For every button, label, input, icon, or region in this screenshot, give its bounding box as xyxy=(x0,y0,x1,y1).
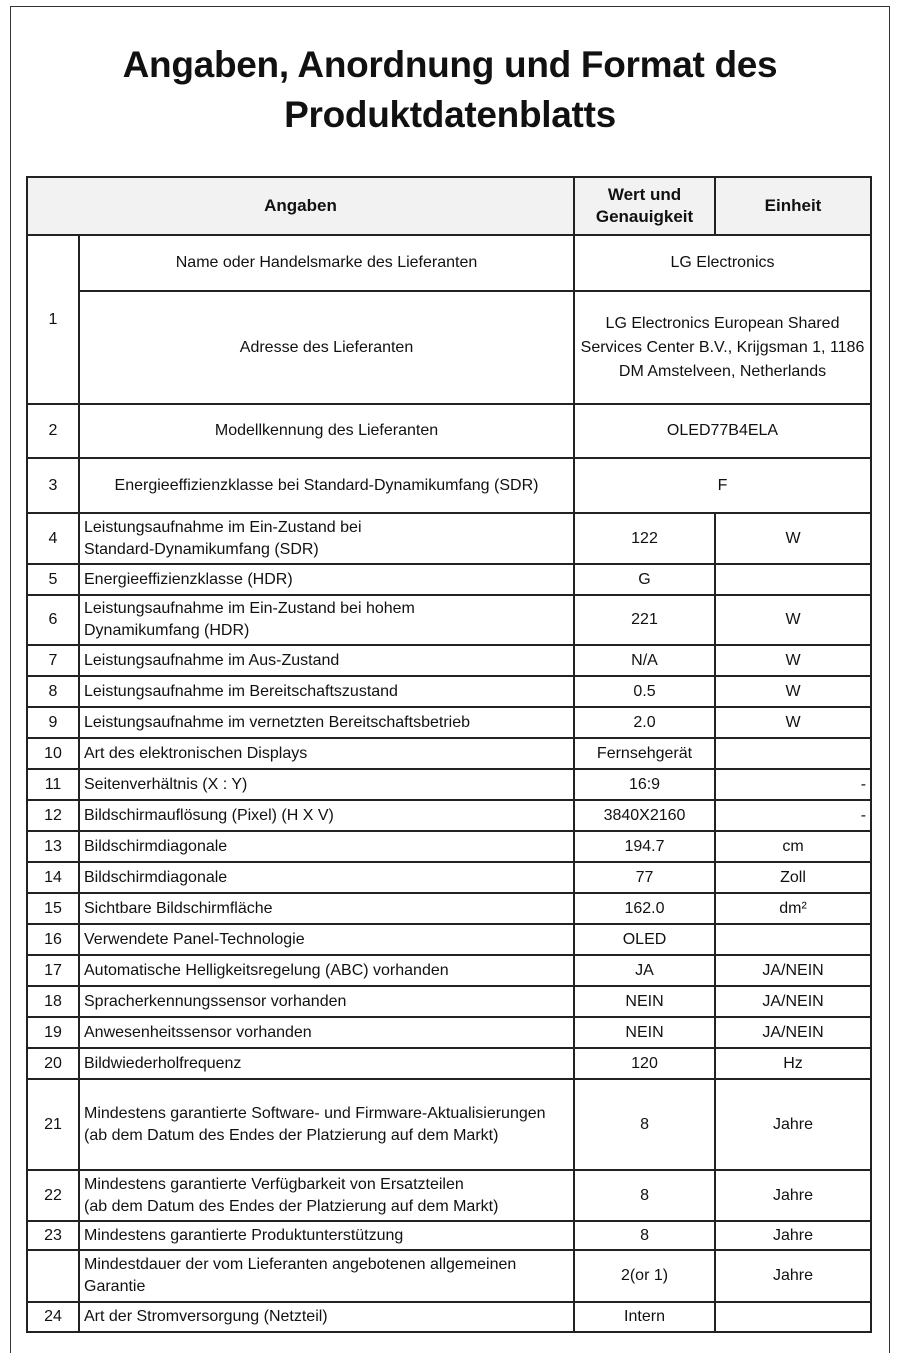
row-label-line-1: Leistungsaufnahme im Ein-Zustand bei xyxy=(84,518,362,536)
row-unit: W xyxy=(715,513,871,564)
row-label-line-2: Dynamikumfang (HDR) xyxy=(84,622,250,639)
row-number: 6 xyxy=(27,595,79,645)
row-value: 221 xyxy=(574,595,715,645)
table-row xyxy=(27,955,871,986)
row-label-line-1: Leistungsaufnahme im Ein-Zustand bei hohem xyxy=(84,600,415,617)
row-label: Leistungsaufnahme im Aus-Zustand xyxy=(79,645,574,676)
table-row xyxy=(27,291,871,404)
row-value: JA xyxy=(574,955,715,986)
row-label: Adresse des Lieferanten xyxy=(79,291,574,404)
row-value: 162.0 xyxy=(574,893,715,924)
row-value: 122 xyxy=(574,513,715,564)
table-row xyxy=(27,235,871,291)
header-einheit: Einheit xyxy=(715,177,871,235)
table-header-row xyxy=(27,177,871,235)
row-label-line-2: Garantie xyxy=(84,1278,146,1295)
address-line-1: LG Electronics European Shared xyxy=(605,314,840,332)
table-row xyxy=(27,1250,871,1302)
row-label xyxy=(79,1079,574,1170)
row-unit xyxy=(715,738,871,769)
row-label: Leistungsaufnahme im Bereitschaftszustand xyxy=(79,676,574,707)
row-label: Energieeffizienzklasse bei Standard-Dynamikumfang (SDR) xyxy=(79,458,574,513)
row-value: Intern xyxy=(574,1302,715,1332)
row-number: 16 xyxy=(27,924,79,955)
header-wert xyxy=(574,177,715,235)
row-value: 0.5 xyxy=(574,676,715,707)
row-unit: Jahre xyxy=(715,1170,871,1221)
table-row xyxy=(27,458,871,513)
row-value: OLED xyxy=(574,924,715,955)
header-wert-line-1: Wert und xyxy=(607,185,682,204)
row-number: 15 xyxy=(27,893,79,924)
row-unit: JA/NEIN xyxy=(715,1017,871,1048)
row-unit: W xyxy=(715,707,871,738)
address-line-3: DM Amstelveen, Netherlands xyxy=(618,362,827,380)
row-value: 194.7 xyxy=(574,831,715,862)
table-row xyxy=(27,1221,871,1250)
row-label xyxy=(79,1170,574,1221)
row-label-line-1: Mindestens garantierte Verfügbarkeit von Ersatzteilen xyxy=(84,1175,464,1193)
row-value: 8 xyxy=(574,1079,715,1170)
row-unit: Jahre xyxy=(715,1221,871,1250)
row-unit xyxy=(715,924,871,955)
row-label: Seitenverhältnis (X : Y) xyxy=(79,769,574,800)
row-label: Leistungsaufnahme im vernetzten Bereitschaftsbetrieb xyxy=(79,707,574,738)
page-title xyxy=(20,40,880,140)
row-label: Art des elektronischen Displays xyxy=(79,738,574,769)
row-label: Mindestens garantierte Produktunterstützung xyxy=(79,1221,574,1250)
row-label xyxy=(79,595,574,645)
row-value: 8 xyxy=(574,1221,715,1250)
row-label: Art der Stromversorgung (Netzteil) xyxy=(79,1302,574,1332)
row-label: Modellkennung des Lieferanten xyxy=(79,404,574,458)
title-line-2: Produktdatenblatts xyxy=(284,94,616,135)
address-line-2: Services Center B.V., Krijgsman 1, 1186 xyxy=(580,338,865,356)
table-row xyxy=(27,1170,871,1221)
table-row xyxy=(27,595,871,645)
row-unit: Jahre xyxy=(715,1250,871,1302)
row-unit: JA/NEIN xyxy=(715,986,871,1017)
row-unit: dm² xyxy=(715,893,871,924)
row-number: 5 xyxy=(27,564,79,595)
row-value: 16:9 xyxy=(574,769,715,800)
header-wert-line-2: Genauigkeit xyxy=(595,207,694,226)
row-number: 14 xyxy=(27,862,79,893)
row-value: NEIN xyxy=(574,986,715,1017)
row-value: 2.0 xyxy=(574,707,715,738)
table-row xyxy=(27,1017,871,1048)
table-row xyxy=(27,986,871,1017)
row-label-line-2: Standard-Dynamikumfang (SDR) xyxy=(84,540,319,558)
row-label: Bildschirmdiagonale xyxy=(79,862,574,893)
row-unit: cm xyxy=(715,831,871,862)
row-value: 3840X2160 xyxy=(574,800,715,831)
title-line-1: Angaben, Anordnung und Format des xyxy=(122,44,778,85)
row-label: Bildschirmauflösung (Pixel) (H X V) xyxy=(79,800,574,831)
row-label: Spracherkennungssensor vorhanden xyxy=(79,986,574,1017)
row-number: 17 xyxy=(27,955,79,986)
row-unit: JA/NEIN xyxy=(715,955,871,986)
row-unit: Jahre xyxy=(715,1079,871,1170)
table-row xyxy=(27,1048,871,1079)
table-row xyxy=(27,738,871,769)
row-unit: - xyxy=(715,769,871,800)
row-value: 120 xyxy=(574,1048,715,1079)
row-label: Bildwiederholfrequenz xyxy=(79,1048,574,1079)
product-data-table xyxy=(26,176,872,1333)
row-label: Anwesenheitssensor vorhanden xyxy=(79,1017,574,1048)
row-number: 24 xyxy=(27,1302,79,1332)
row-value: 8 xyxy=(574,1170,715,1221)
row-unit: W xyxy=(715,645,871,676)
row-label: Name oder Handelsmarke des Lieferanten xyxy=(79,235,574,291)
row-number: 23 xyxy=(27,1221,79,1250)
row-number: 22 xyxy=(27,1170,79,1221)
table-row xyxy=(27,1079,871,1170)
row-label: Verwendete Panel-Technologie xyxy=(79,924,574,955)
row-number: 18 xyxy=(27,986,79,1017)
table-row xyxy=(27,924,871,955)
row-number: 19 xyxy=(27,1017,79,1048)
row-label: Energieeffizienzklasse (HDR) xyxy=(79,564,574,595)
row-number: 20 xyxy=(27,1048,79,1079)
table-row xyxy=(27,404,871,458)
row-number: 3 xyxy=(27,458,79,513)
row-unit: Zoll xyxy=(715,862,871,893)
row-number xyxy=(27,1250,79,1302)
table-row xyxy=(27,676,871,707)
row-value: N/A xyxy=(574,645,715,676)
row-unit: W xyxy=(715,595,871,645)
row-number: 11 xyxy=(27,769,79,800)
row-label-line-2: (ab dem Datum des Endes der Platzierung auf dem Markt) xyxy=(84,1126,499,1144)
row-label: Sichtbare Bildschirmfläche xyxy=(79,893,574,924)
row-value: NEIN xyxy=(574,1017,715,1048)
header-angaben: Angaben xyxy=(27,177,574,235)
row-label: Automatische Helligkeitsregelung (ABC) vorhanden xyxy=(79,955,574,986)
row-value: Fernsehgerät xyxy=(574,738,715,769)
row-label xyxy=(79,1250,574,1302)
row-value: G xyxy=(574,564,715,595)
row-unit: Hz xyxy=(715,1048,871,1079)
row-number: 12 xyxy=(27,800,79,831)
row-label-line-1: Mindestdauer der vom Lieferanten angebotenen allgemeinen xyxy=(84,1256,517,1273)
row-number: 9 xyxy=(27,707,79,738)
row-unit: W xyxy=(715,676,871,707)
row-number: 8 xyxy=(27,676,79,707)
table-row xyxy=(27,862,871,893)
row-label-line-1: Mindestens garantierte Software- und Firmware-Aktualisierungen xyxy=(84,1104,546,1122)
row-number: 4 xyxy=(27,513,79,564)
row-unit: - xyxy=(715,800,871,831)
row-label xyxy=(79,513,574,564)
row-number: 1 xyxy=(27,235,79,404)
table-row xyxy=(27,769,871,800)
row-label-line-2: (ab dem Datum des Endes der Platzierung auf dem Markt) xyxy=(84,1197,499,1215)
row-number: 2 xyxy=(27,404,79,458)
table-row xyxy=(27,564,871,595)
row-value: OLED77B4ELA xyxy=(574,404,871,458)
table-row xyxy=(27,800,871,831)
row-number: 21 xyxy=(27,1079,79,1170)
row-number: 7 xyxy=(27,645,79,676)
row-unit xyxy=(715,1302,871,1332)
row-unit xyxy=(715,564,871,595)
row-value xyxy=(574,291,871,404)
row-value: F xyxy=(574,458,871,513)
table-row xyxy=(27,645,871,676)
row-value: LG Electronics xyxy=(574,235,871,291)
table-row xyxy=(27,831,871,862)
table-row xyxy=(27,513,871,564)
table-row xyxy=(27,893,871,924)
row-label: Bildschirmdiagonale xyxy=(79,831,574,862)
row-value: 2(or 1) xyxy=(574,1250,715,1302)
row-number: 10 xyxy=(27,738,79,769)
table-row xyxy=(27,1302,871,1332)
row-number: 13 xyxy=(27,831,79,862)
table-row xyxy=(27,707,871,738)
row-value: 77 xyxy=(574,862,715,893)
